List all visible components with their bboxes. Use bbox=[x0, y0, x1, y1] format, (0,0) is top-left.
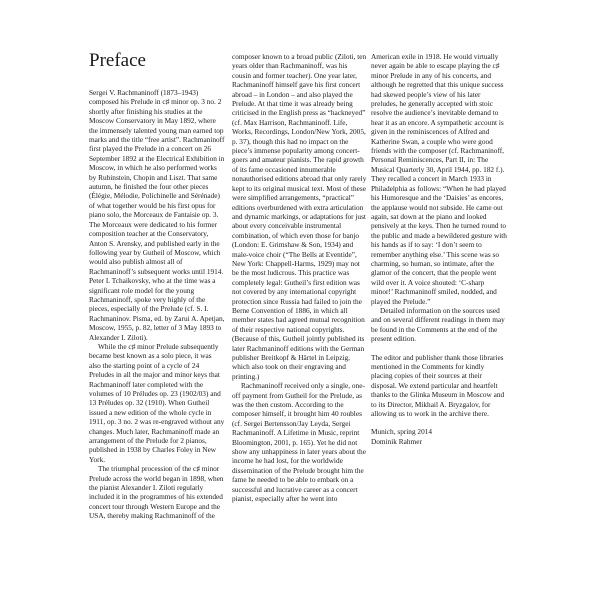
text-column-1 bbox=[89, 88, 225, 521]
paragraph: composer known to a broad public (Ziloti, ten years older than Rachmaninoff, was his cousin and former teacher). One year later, Rachmaninoff himself gave his first concert abroad – in London – and also played the Prelude. At that time it was already being criticised in the English press as “hackneyed” (cf. Max Harrison, Rachmaninoff. Life, Works, Recordings, London/New York, 2005, p. 37), though this had no impact on the piece’s immense popularity among concert-goers and amateur pianists. The rapid growth of its fame occasioned innumerable nonauthorised editions abroad that only rarely kept to its original musical text. Most of these were simplified arrangements, “practical” editions overburdened with extra articulation and dynamic markings, or adaptations for just about every conceivable instrumental combination, of which even those for banjo (London: E. Grimshaw & Son, 1934) and male-voice choir (“The Bells at Eventide”, New York: Chappell-Harms, 1929) may not be the most ludicrous. This practice was completely legal: Gutheil’s first edition was not covered by any international copyright protection since Russia had failed to join the Berne Convention of 1886, in which all member states had agreed mutual recognition of their respective national copyrights. (Because of this, Gutheil jointly published its later Rachmaninoff editions with the German publisher Breitkopf & Härtel in Leipzig, which also took on their engraving and printing.) bbox=[232, 52, 367, 381]
paragraph: The triumphal procession of the c♯ minor Prelude across the world began in 1898, when the pianist Alexander I. Ziloti regularly included it in the programmes of his extended concert tour through Western Europe and the USA, thereby making Rachmaninoff of the bbox=[89, 464, 224, 521]
signature-block bbox=[371, 427, 507, 446]
text-column-2 bbox=[232, 52, 368, 504]
paragraph: Rachmaninoff received only a single, one-off payment from Gutheil for the Prelude, as was the then custom. According to the composer himself, it brought him 40 roubles (cf. Sergei Bertensson/Jay Leyda, Sergei Rachmaninoff. A Lifetime in Music, reprint Bloomington, 2001, p. 165). Yet he did not show any unhappiness in later years about the income he had lost, for the worldwide dissemination of the Prelude brought him the fame he needed to be able to embark on a successful and lucrative career as a concert pianist, especially after he went into bbox=[232, 381, 366, 504]
paragraph: The editor and publisher thank those libraries mentioned in the Comments for kindly placing copies of their sources at their disposal. We extend particular and heartfelt thanks to the Glinka Museum in Moscow and to its Director, Mikhail A. Bryzgalov, for allowing us to work in the archive there. bbox=[371, 352, 505, 419]
page-title: Preface bbox=[89, 50, 146, 71]
signature-place-date: Munich, spring 2014 bbox=[371, 427, 433, 437]
signature-author: Dominik Rahmer bbox=[371, 436, 422, 446]
paragraph: Detailed information on the sources used and on several different readings in them may be found in the Comments at the end of the present edition. bbox=[371, 305, 505, 344]
text-column-3 bbox=[371, 52, 507, 446]
paragraph: American exile in 1918. He would virtually never again be able to escape playing the c♯ minor Prelude in any of his concerts, and although he regretted that this unique success had skewed people’s view of his later preludes, he generally accepted with stoic resolve the audience’s inevitable demand to hear it as an encore. A sympathetic account is given in the reminiscences of Alfred and Katherine Swan, a couple who were good friends with the composer (cf. Rachmaninoff, Personal Reminiscences, Part II, in: The Musical Quarterly 30, April 1944, pp. 182 f.). They recalled a concert in March 1933 in Philadelphia as follows: “When he had played his Humoresque and the ‘Daisies’ as encores, the applause would not subside. He came out again, sat down at the piano and looked pensively at the keys. Then he turned round to the public and made a bewildered gesture with his hands as if to say: ‘I don’t seem to remember anything else.’ This scene was so charming, so human, so intimate, after the glamor of the concert, that the people went wild over it. A voice shouted: ‘C-sharp minor!’ Rachmaninoff smiled, nodded, and played the Prelude.” bbox=[371, 52, 507, 306]
paragraph: While the c♯ minor Prelude subsequently became best known as a solo piece, it was also the starting point of a cycle of 24 Preludes in all the major and minor keys that Rachmaninoff later completed with the volumes of 10 Préludes op. 23 (1902/03) and 13 Préludes op. 32 (1910). When Gutheil issued a new edition of the whole cycle in 1911, op. 3 no. 2 was re-engraved without any changes. Much later, Rachmaninoff made an arrangement of the Prelude for 2 pianos, published in 1938 by Charles Foley in New York. bbox=[89, 341, 225, 464]
paragraph: Sergei V. Rachmaninoff (1873–1943) composed his Prelude in c♯ minor op. 3 no. 2 shortly after finishing his studies at the Moscow Conservatory in May 1892, where the immensely talented young man earned top marks and the title “free artist”. Rachmaninoff first played the Prelude in a concert on 26 September 1892 at the Electrical Exhibition in Moscow, in which he also performed works by Rubinstein, Chopin and Liszt. That same autumn, he finished the four other pieces (Élégie, Mélodie, Polichinelle and Sérénade) of what together would be his first opus for piano solo, the Morceaux de Fantaisie op. 3. The Morceaux were dedicated to his former composition teacher at the Conservatory, Anton S. Arensky, and published early in the following year by Gutheil of Moscow, which would also publish almost all of Rachmaninoff’s subsequent works until 1914. Peter I. Tchaikovsky, who at the time was a significant role model for the young Rachmaninoff, spoke very highly of the pieces, especially of the Prelude (cf. S. I. Rachmaninov. Pisma, ed. by Zarui A. Apetjan, Moscow, 1955, p. 82, letter of 3 May 1893 to Alexander I. Ziloti). bbox=[89, 88, 225, 342]
